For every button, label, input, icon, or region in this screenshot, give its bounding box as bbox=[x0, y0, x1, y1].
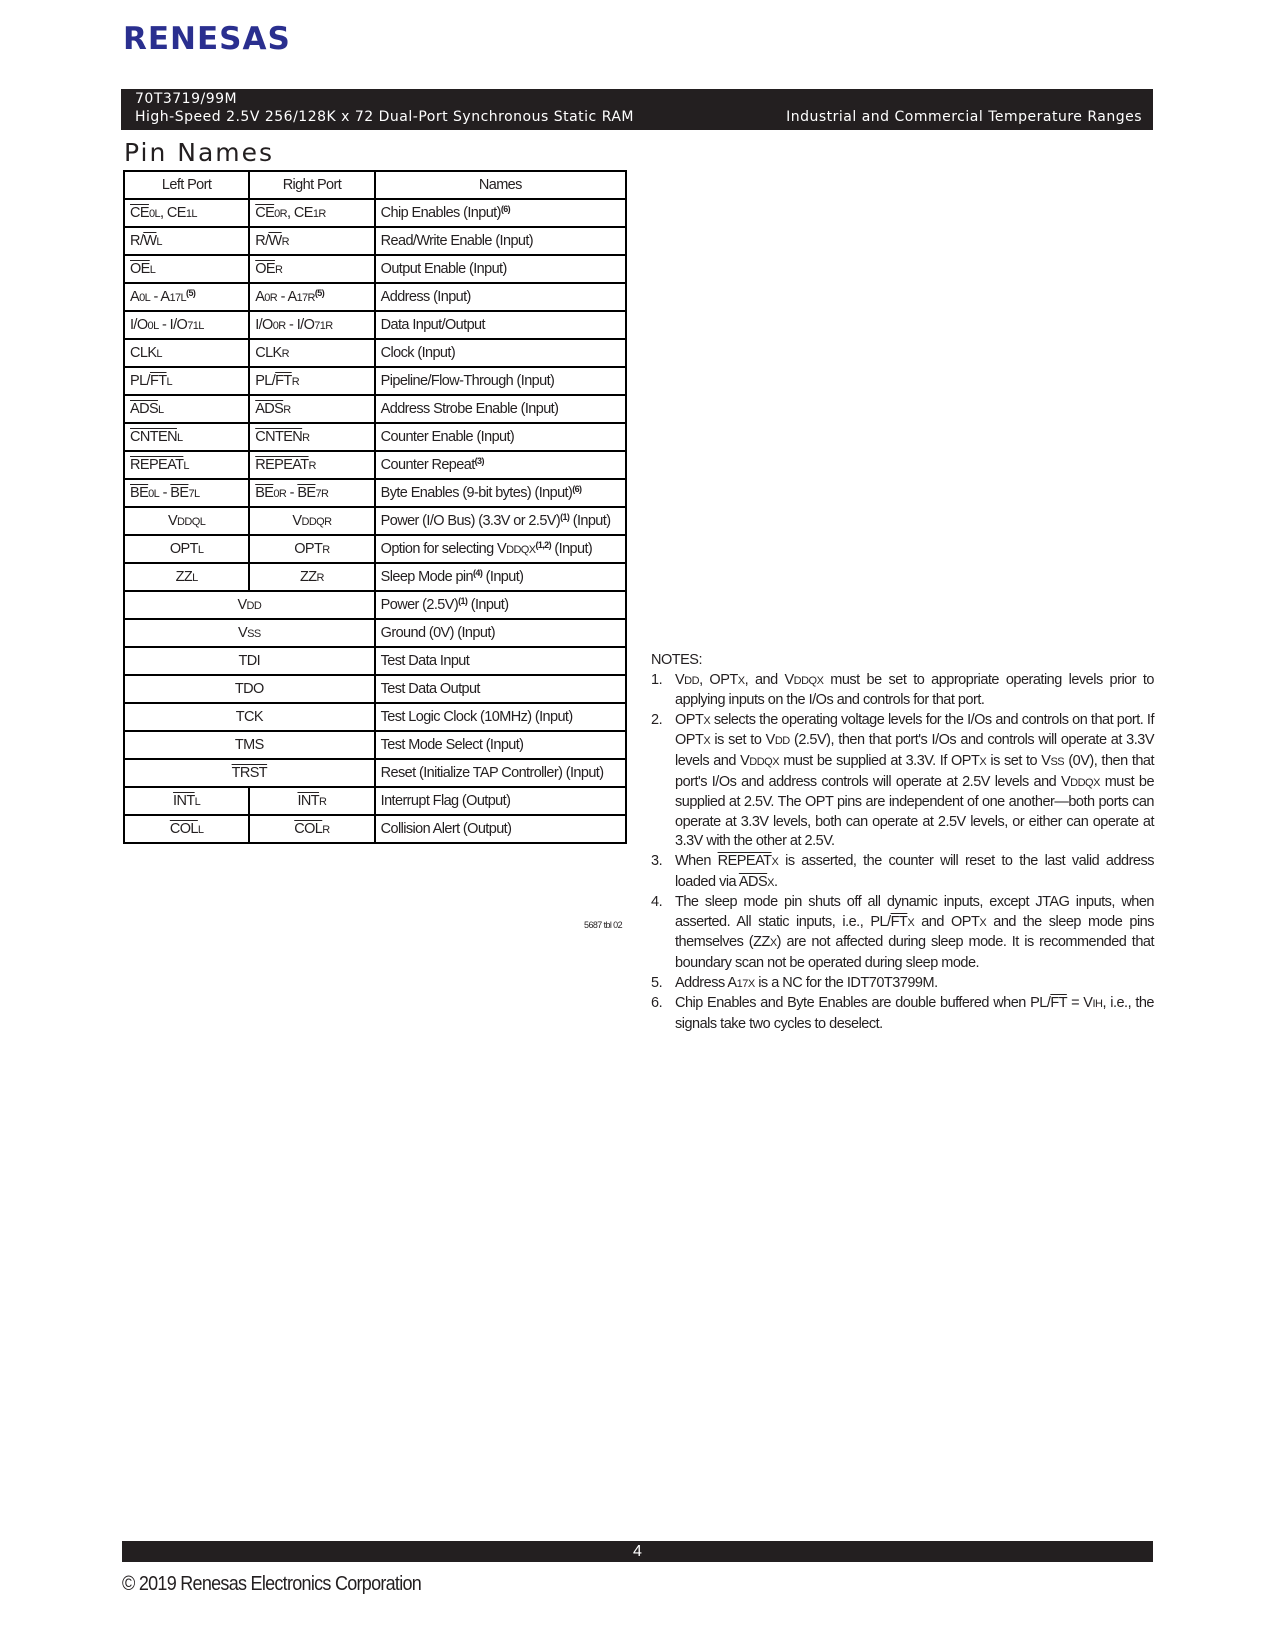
pin-left-port: ZZL bbox=[124, 563, 249, 591]
table-row bbox=[124, 675, 626, 703]
pin-left-port: REPEATL bbox=[124, 451, 249, 479]
pin-right-port: I/O0R - I/O71R bbox=[249, 311, 374, 339]
page-number: 4 bbox=[633, 1543, 642, 1560]
notes-list bbox=[651, 671, 1154, 1035]
pin-description: Test Data Output bbox=[375, 675, 626, 703]
footer-bar bbox=[122, 1541, 1153, 1562]
pin-description: Test Mode Select (Input) bbox=[375, 731, 626, 759]
table-row bbox=[124, 647, 626, 675]
note-item bbox=[651, 711, 1154, 852]
note-text: Chip Enables and Byte Enables are double buffered when $PL/\overline{FT}$ = VIH, i.e., the signals take two cycles to deselect. bbox=[675, 995, 1154, 1032]
table-row bbox=[124, 199, 626, 227]
pin-left-port: $\overline{INT}L$ bbox=[124, 787, 249, 815]
table-row bbox=[124, 703, 626, 731]
pin-description: Test Data Input bbox=[375, 647, 626, 675]
table-row bbox=[124, 535, 626, 563]
pin-left-port: CNTENL bbox=[124, 423, 249, 451]
table-row bbox=[124, 591, 626, 619]
table-header-row bbox=[124, 171, 626, 199]
section-title: Pin Names bbox=[124, 138, 275, 167]
table-row bbox=[124, 451, 626, 479]
pin-description: Read/Write Enable (Input) bbox=[375, 227, 626, 255]
pin-names-table bbox=[123, 170, 627, 844]
pin-left-port: $\overline{CE}0L$, CE1L bbox=[124, 199, 249, 227]
table-row bbox=[124, 395, 626, 423]
note-text: OPTX selects the operating voltage levels for the I/Os and controls on that port. If OPTX is set to VDD (2.5V), then that port's I/Os and controls will operate at 3.3V levels and VDDQX must be supplied at 3.3V. If OPTX is set to VSS (0V), then that port's I/Os and address controls will operate at 2.5V levels and VDDQX must be supplied at 2.5V. The OPT pins are independent of one another—both ports can operate at 3.3V levels, both can operate at 2.5V levels, or either can operate at 3.3V with the other at 2.5V. bbox=[675, 711, 1155, 850]
pin-common: TMS bbox=[124, 731, 375, 759]
pin-left-port: $\overline{OE}L$ bbox=[124, 255, 249, 283]
note-text: VDD, OPTX, and VDDQX must be set to appropriate operating levels prior to applying inputs on the I/Os and controls for that port. bbox=[675, 671, 1154, 709]
note-item bbox=[651, 974, 1154, 995]
pin-right-port: REPEATR bbox=[249, 451, 374, 479]
note-text: Address A17X is a NC for the IDT70T3799M. bbox=[675, 974, 938, 991]
pin-description: Interrupt Flag (Output) bbox=[375, 787, 626, 815]
product-description: High-Speed 2.5V 256/128K x 72 Dual-Port Synchronous Static RAM bbox=[135, 109, 635, 125]
note-number: 4. bbox=[651, 894, 663, 911]
table-row bbox=[124, 619, 626, 647]
pin-right-port: CNTENR bbox=[249, 423, 374, 451]
pin-right-port: CLKR bbox=[249, 339, 374, 367]
pin-common: VSS bbox=[124, 619, 375, 647]
copyright: © 2019 Renesas Electronics Corporation bbox=[122, 1573, 422, 1595]
pin-right-port: $\overline{ADS}R$ bbox=[249, 395, 374, 423]
pin-description: Ground (0V) (Input) bbox=[375, 619, 626, 647]
header-names: Names bbox=[375, 171, 626, 199]
pin-left-port: $A0L - A17L^{(5)}$ bbox=[124, 283, 249, 311]
note-item bbox=[651, 852, 1154, 893]
note-item bbox=[651, 893, 1154, 973]
note-text: When REPEATX is asserted, the counter will reset to the last valid address loaded via $\overline{ADS}X$. bbox=[675, 852, 1154, 890]
pin-description: Address Strobe Enable (Input) bbox=[375, 395, 626, 423]
pin-right-port: $\overline{OE}R$ bbox=[249, 255, 374, 283]
table-row bbox=[124, 311, 626, 339]
pin-left-port: VDDQL bbox=[124, 507, 249, 535]
pin-description: Byte Enables (9-bit bytes) (Input)$^{(6)}$ bbox=[375, 479, 626, 507]
note-item bbox=[651, 671, 1154, 711]
pin-left-port: CLKL bbox=[124, 339, 249, 367]
pin-right-port: $R/\overline{W}R$ bbox=[249, 227, 374, 255]
pin-right-port: $A0R - A17R^{(5)}$ bbox=[249, 283, 374, 311]
pin-description: Counter Repeat$^{(3)}$ bbox=[375, 451, 626, 479]
pin-right-port: VDDQR bbox=[249, 507, 374, 535]
pin-description: Output Enable (Input) bbox=[375, 255, 626, 283]
note-number: 2. bbox=[651, 711, 663, 728]
table-row bbox=[124, 507, 626, 535]
note-number: 1. bbox=[651, 671, 663, 688]
pin-description: Chip Enables (Input)$^{(6)}$ bbox=[375, 199, 626, 227]
pin-description: Option for selecting VDDQX$^{(1,2)}$ (Input) bbox=[375, 535, 626, 563]
pin-description: Clock (Input) bbox=[375, 339, 626, 367]
pin-left-port: $\overline{COL}L$ bbox=[124, 815, 249, 843]
pin-description: Collision Alert (Output) bbox=[375, 815, 626, 843]
notes-title: NOTES: bbox=[651, 652, 702, 668]
pin-left-port: $R/\overline{W}L$ bbox=[124, 227, 249, 255]
table-row bbox=[124, 479, 626, 507]
table-row bbox=[124, 759, 626, 787]
document-header-bar bbox=[121, 89, 1153, 130]
pin-left-port: OPTL bbox=[124, 535, 249, 563]
table-row bbox=[124, 367, 626, 395]
pin-description: Sleep Mode pin$^{(4)}$ (Input) bbox=[375, 563, 626, 591]
pin-left-port: $\overline{BE}0L - \overline{BE}7L$ bbox=[124, 479, 249, 507]
pin-right-port: $\overline{COL}R$ bbox=[249, 815, 374, 843]
part-number: 70T3719/99M bbox=[135, 91, 238, 107]
table-row bbox=[124, 283, 626, 311]
table-row bbox=[124, 787, 626, 815]
note-number: 6. bbox=[651, 995, 663, 1012]
table-reference: 5687 tbl 02 bbox=[584, 920, 622, 930]
pin-common: VDD bbox=[124, 591, 375, 619]
pin-description: Address (Input) bbox=[375, 283, 626, 311]
note-text: The sleep mode pin shuts off all dynamic inputs, except JTAG inputs, when asserted. All static inputs, i.e., $PL/\overline{FT}X$ and OPTX and the sleep mode pins themselves (ZZX) are not affected during sleep mode. It is recommended that boundary scan not be operated during sleep mode. bbox=[675, 894, 1154, 971]
table-row bbox=[124, 227, 626, 255]
table-row bbox=[124, 255, 626, 283]
table-row bbox=[124, 815, 626, 843]
note-number: 3. bbox=[651, 852, 663, 869]
pin-right-port: $PL/\overline{FT}R$ bbox=[249, 367, 374, 395]
table-row bbox=[124, 731, 626, 759]
table-row bbox=[124, 423, 626, 451]
note-number: 5. bbox=[651, 974, 663, 991]
note-item bbox=[651, 994, 1154, 1034]
renesas-logo: RENESAS bbox=[123, 21, 291, 57]
pin-description: Power $(2.5V)^{(1)}$ (Input) bbox=[375, 591, 626, 619]
pin-left-port: $PL/\overline{FT}L$ bbox=[124, 367, 249, 395]
pin-common: TCK bbox=[124, 703, 375, 731]
pin-description: Reset (Initialize TAP Controller) (Input) bbox=[375, 759, 626, 787]
pin-description: Test Logic Clock (10MHz) (Input) bbox=[375, 703, 626, 731]
pin-description: Data Input/Output bbox=[375, 311, 626, 339]
pin-left-port: I/O0L - I/O71L bbox=[124, 311, 249, 339]
header-left-port: Left Port bbox=[124, 171, 249, 199]
pin-description: Pipeline/Flow-Through (Input) bbox=[375, 367, 626, 395]
pin-description: Counter Enable (Input) bbox=[375, 423, 626, 451]
pin-right-port: OPTR bbox=[249, 535, 374, 563]
temperature-ranges: Industrial and Commercial Temperature Ranges bbox=[786, 109, 1142, 125]
pin-right-port: $\overline{INT}R$ bbox=[249, 787, 374, 815]
table-row bbox=[124, 563, 626, 591]
notes-section bbox=[651, 651, 1154, 1034]
table-row bbox=[124, 339, 626, 367]
pin-right-port: ZZR bbox=[249, 563, 374, 591]
pin-common: TDO bbox=[124, 675, 375, 703]
pin-common: TRST bbox=[124, 759, 375, 787]
pin-common: TDI bbox=[124, 647, 375, 675]
pin-right-port: $\overline{BE}0R - \overline{BE}7R$ bbox=[249, 479, 374, 507]
pin-description: Power (I/O Bus) (3.3V or 2.5V)$^{(1)}$ (Input) bbox=[375, 507, 626, 535]
pin-left-port: $\overline{ADS}L$ bbox=[124, 395, 249, 423]
pin-right-port: $\overline{CE}0R$, CE1R bbox=[249, 199, 374, 227]
header-right-port: Right Port bbox=[249, 171, 374, 199]
